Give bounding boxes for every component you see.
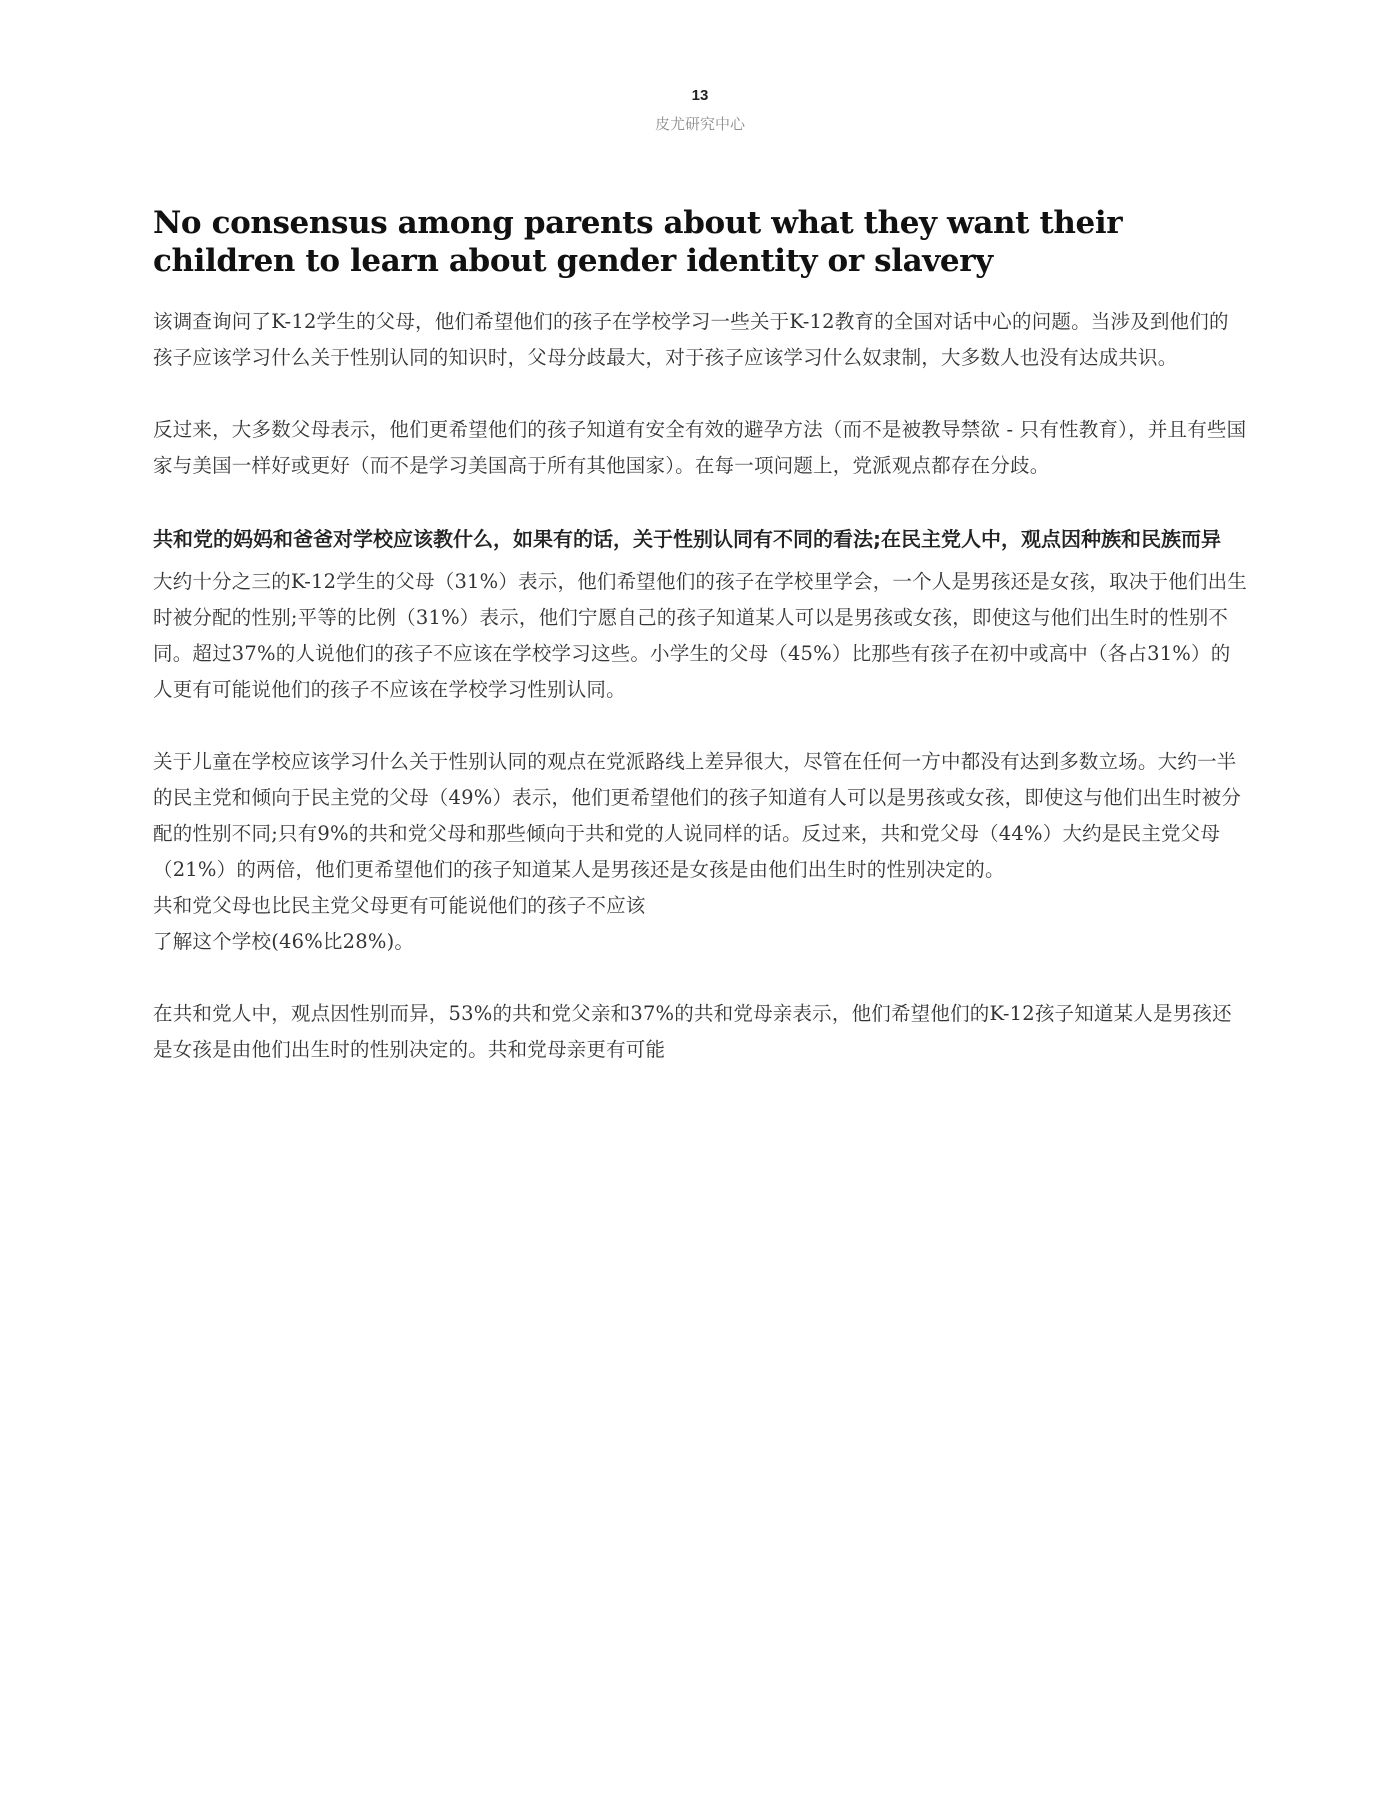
contrast-paragraph: 反过来，大多数父母表示，他们更希望他们的孩子知道有安全有效的避孕方法（而不是被教导禁欲 - 只有性教育），并且有些国家与美国一样好或更好（而不是学习美国高于所有其他国家）。在每一项问题上，党派观点都存在分歧。 bbox=[153, 418, 1247, 477]
partisan-paragraph-line-3: 了解这个学校(46%比28%)。 bbox=[153, 930, 415, 953]
gender-identity-paragraph: 大约十分之三的K-12学生的父母（31%）表示，他们希望他们的孩子在学校里学会，一个人是男孩还是女孩，取决于他们出生时被分配的性别;平等的比例（31%）表示，他们宁愿自己的孩子知道某人可以是男孩或女孩，即使这与他们出生时的性别不同。超过37%的人说他们的孩子不应该在学校学习这些。小学生的父母（45%）比那些有孩子在初中或高中（各占31%）的人更有可能说他们的孩子不应该在学校学习性别认同。 bbox=[153, 570, 1247, 701]
republican-gender-paragraph: 在共和党人中，观点因性别而异，53%的共和党父亲和37%的共和党母亲表示，他们希望他们的K-12孩子知道某人是男孩还是女孩是由他们出生时的性别决定的。共和党母亲更有可能 bbox=[153, 1002, 1232, 1061]
partisan-paragraph-body: 关于儿童在学校应该学习什么关于性别认同的观点在党派路线上差异很大，尽管在任何一方中都没有达到多数立场。大约一半的民主党和倾向于民主党的父母（49%）表示，他们更希望他们的孩子知道有人可以是男孩或女孩，即使这与他们出生时被分配的性别不同;只有9%的共和党父母和那些倾向于共和党的人说同样的话。反过来，共和党父母（44%）大约是民主党父母（21%）的两倍，他们更希望他们的孩子知道某人是男孩还是女孩是由他们出生时的性别决定的。 bbox=[153, 750, 1242, 881]
intro-paragraph: 该调查询问了K-12学生的父母，他们希望他们的孩子在学校学习一些关于K-12教育的全国对话中心的问题。当涉及到他们的孩子应该学习什么关于性别认同的知识时，父母分歧最大，对于孩子应该学习什么奴隶制，大多数人也没有达成共识。 bbox=[153, 310, 1229, 369]
article-body bbox=[153, 204, 1248, 1068]
partisan-paragraph-line-2: 共和党父母也比民主党父母更有可能说他们的孩子不应该 bbox=[153, 894, 646, 917]
section-subheading: 共和党的妈妈和爸爸对学校应该教什么，如果有的话，关于性别认同有不同的看法;在民主党人中，观点因种族和民族而异 bbox=[153, 527, 1221, 551]
organization-name: 皮尤研究中心 bbox=[654, 115, 745, 133]
partisan-paragraph bbox=[153, 744, 1248, 960]
page-number: 13 bbox=[691, 87, 709, 104]
page-header bbox=[0, 86, 1400, 134]
page-title: No consensus among parents about what they want their children to learn about gender identity or slavery bbox=[153, 205, 1123, 279]
